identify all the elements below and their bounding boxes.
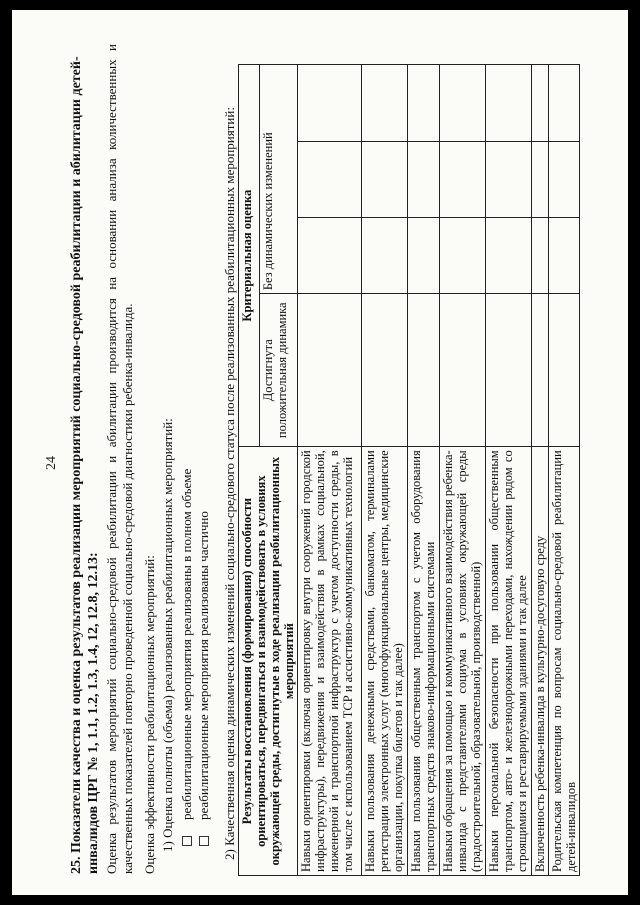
option-partial-label: реабилитационные мероприятия реализованы частично: [196, 511, 211, 820]
cell-extra[interactable]: [408, 218, 440, 294]
cell-positive[interactable]: [549, 294, 580, 447]
dynamics-label: 2) Качественная оценка динамических изменений социально-средового статуса после реализованных реабилитационных мероприятий:: [222, 107, 237, 860]
row-label: Навыки ориентировки (включая ориентировку внутри сооружений городской инфраструктуры), передвижения и взаимодействия в рамках социальной, инженерной и транспортной инфраструктур с учетом доступности среды, в том числе с использованием ТСР и ассистивно-коммуникативных технологий: [298, 447, 362, 876]
cell-positive[interactable]: [486, 294, 532, 447]
option-full-label: реабилитационные мероприятия реализованы в полном объеме: [179, 468, 194, 820]
rotated-page-content: [38, 30, 618, 890]
section-heading: 25. Показатели качества и оценка результатов реализации мероприятий социально-средовой реабилитации и абилитации детей-инвалидов ЦРГ № 1, 1.1, 1.2, 1.3, 1.4, 12, 12.8, 12.13:: [69, 56, 101, 874]
cell-extra[interactable]: [298, 218, 362, 294]
cell-extra[interactable]: [549, 218, 580, 294]
table-row: [532, 65, 549, 876]
table-row: [298, 65, 362, 876]
completeness-label: 1) Оценка полноты (объема) реализованных реабилитационных мероприятий:: [160, 418, 175, 852]
checkbox-full[interactable]: [182, 836, 192, 846]
cell-extra[interactable]: [532, 142, 549, 218]
cell-no-change[interactable]: [362, 65, 408, 142]
table-row: [549, 65, 580, 876]
criteria-header: Критериальная оценка: [239, 65, 260, 447]
table-row: [408, 65, 440, 876]
cell-positive[interactable]: [362, 294, 408, 447]
cell-no-change[interactable]: [486, 65, 532, 142]
cell-positive[interactable]: [440, 294, 486, 447]
cell-no-change[interactable]: [298, 65, 362, 142]
table-row: [362, 65, 408, 876]
row-label: Навыки пользования денежными средствами, банкоматом, терминалами регистрации электронных услуг (многофункциональные центры, медицинские организации, покупка билетов и так далее): [362, 447, 408, 876]
row-label: Включенность ребенка-инвалида в культурно-досуговую среду: [532, 447, 549, 876]
cell-extra[interactable]: [532, 218, 549, 294]
cell-no-change[interactable]: [440, 65, 486, 142]
cell-no-change[interactable]: [408, 65, 440, 142]
cell-extra[interactable]: [440, 142, 486, 218]
cell-positive[interactable]: [532, 294, 549, 447]
checkbox-partial[interactable]: [199, 836, 209, 846]
row-label: Навыки персональной безопасности при пользовании общественным транспортом, авто- и железнодорожными переходами, нахождении рядом со строящимися и реставрируемыми зданиями и так далее: [486, 447, 532, 876]
document-sheet: [12, 10, 628, 895]
page-number: 24: [44, 456, 59, 470]
row-label: Навыки обращения за помощью и коммуникативного взаимодействия ребенка-инвалида с представителями социума в условиях окружающей среды (градостроительной, образовательной, производственной): [440, 447, 486, 876]
cell-extra[interactable]: [486, 218, 532, 294]
table-header-row: [239, 65, 260, 876]
cell-positive[interactable]: [298, 294, 362, 447]
table-row: [440, 65, 486, 876]
cell-extra[interactable]: [298, 142, 362, 218]
intro-paragraph: Оценка результатов мероприятий социально-средовой реабилитации и абилитации производится на основании анализа количественных и качественных показателей повторно проведенной социально-средовой диагностики ребенка-инвалида.: [104, 44, 135, 874]
cell-extra[interactable]: [486, 142, 532, 218]
cell-extra[interactable]: [362, 142, 408, 218]
cell-extra[interactable]: [549, 142, 580, 218]
cell-positive[interactable]: [408, 294, 440, 447]
cell-no-change[interactable]: [532, 65, 549, 142]
row-label: Навыки пользования общественным транспортом с учетом оборудования транспортных средств знаково-информационными системами: [408, 447, 440, 876]
no-dynamics-header: Без динамических изменений: [259, 65, 297, 294]
results-column-header: Результаты восстановления (формирования) способности ориентироваться, передвигаться и взаимодействовать в условиях окружающей среды, достигнутые в ходе реализации реабилитационных мероприятий: [239, 447, 298, 876]
option-partial: [196, 511, 212, 846]
effectiveness-label: Оценка эффективности реабилитационных мероприятий:: [142, 555, 157, 874]
cell-extra[interactable]: [362, 218, 408, 294]
row-label: Родительская компетенция по вопросам социально-средовой реабилитации детей-инвалидов: [549, 447, 580, 876]
cell-extra[interactable]: [408, 142, 440, 218]
table-row: [486, 65, 532, 876]
assessment-table: [238, 64, 580, 876]
option-full: [179, 469, 195, 846]
positive-dynamics-header: Достигнута положительная динамика: [259, 294, 297, 447]
cell-extra[interactable]: [440, 218, 486, 294]
cell-no-change[interactable]: [549, 65, 580, 142]
